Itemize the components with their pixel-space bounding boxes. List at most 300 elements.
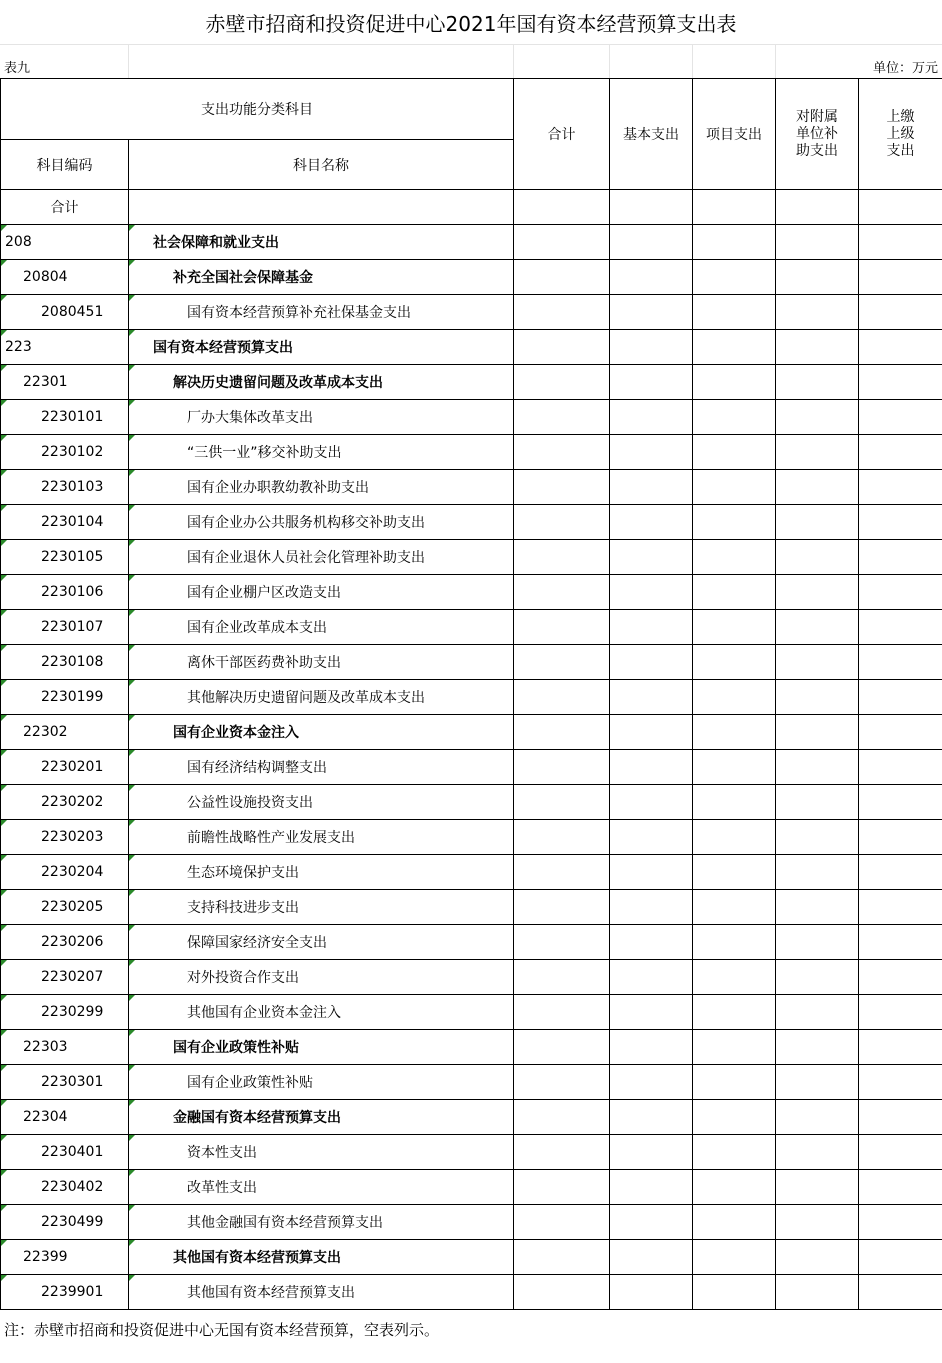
row-code-cell: [1, 960, 129, 995]
row-name: 公益性设施投资支出: [187, 795, 313, 811]
row-subsidy-cell: [776, 890, 859, 925]
row-code: 2230402: [41, 1179, 104, 1195]
row-total-cell: [514, 610, 610, 645]
header-func-class: 支出功能分类科目: [1, 79, 514, 140]
row-name: 国有资本经营预算补充社保基金支出: [187, 305, 411, 321]
row-upper-cell: [859, 225, 942, 260]
row-name-cell: [129, 960, 514, 995]
row-upper-cell: [859, 1205, 942, 1240]
row-code-cell: [1, 575, 129, 610]
row-code: 2230106: [41, 584, 104, 600]
row-project-cell: [693, 645, 776, 680]
row-code-cell: [1, 680, 129, 715]
table-row: [1, 1030, 942, 1065]
row-code: 22399: [23, 1249, 68, 1265]
row-name-cell: [129, 1100, 514, 1135]
row-code-cell: [1, 1170, 129, 1205]
row-code: 20804: [23, 269, 68, 285]
table-row: [1, 330, 942, 365]
row-total-cell: [514, 260, 610, 295]
row-basic-cell: [610, 680, 693, 715]
table-row: [1, 1275, 942, 1310]
table-row: [1, 890, 942, 925]
unit-label: 单位：万元: [872, 61, 938, 76]
row-basic-cell: [610, 785, 693, 820]
row-subsidy-cell: [776, 470, 859, 505]
row-total-cell: [514, 575, 610, 610]
row-name-cell: [129, 540, 514, 575]
row-code-cell: [1, 995, 129, 1030]
grid-line: [513, 44, 514, 78]
row-project-cell: [693, 470, 776, 505]
row-name-cell: [129, 1240, 514, 1275]
row-code: 2230101: [41, 409, 104, 425]
row-code: 22301: [23, 374, 68, 390]
row-basic-cell: [610, 890, 693, 925]
row-basic-cell: [610, 995, 693, 1030]
row-name: 国有企业办职教幼教补助支出: [187, 480, 369, 496]
row-upper-cell: [859, 645, 942, 680]
row-basic-cell: [610, 400, 693, 435]
row-name: 离休干部医药费补助支出: [187, 655, 341, 671]
row-subsidy-cell: [776, 575, 859, 610]
row-total-cell: [514, 1205, 610, 1240]
row-name-cell: [129, 820, 514, 855]
row-total-cell: [514, 295, 610, 330]
row-code: 2230205: [41, 899, 104, 915]
budget-table: [0, 78, 942, 1310]
table-row: [1, 470, 942, 505]
row-name: 资本性支出: [187, 1145, 257, 1161]
row-upper-cell: [859, 890, 942, 925]
row-code: 2230199: [41, 689, 104, 705]
row-code-cell: [1, 890, 129, 925]
row-project-cell: [693, 960, 776, 995]
row-code: 2230107: [41, 619, 104, 635]
row-project-cell: [693, 505, 776, 540]
row-name-cell: [129, 1030, 514, 1065]
row-upper-cell: [859, 1030, 942, 1065]
header-subsidy: 对附属单位补助支出: [796, 108, 838, 159]
row-total-cell: [514, 1100, 610, 1135]
row-name-cell: [129, 260, 514, 295]
row-basic-cell: [610, 960, 693, 995]
row-name: 保障国家经济安全支出: [187, 935, 327, 951]
row-total-cell: [514, 1240, 610, 1275]
row-name-cell: [129, 505, 514, 540]
row-project-cell: [693, 260, 776, 295]
row-code: 2239901: [41, 1284, 104, 1300]
row-code: 22302: [23, 724, 68, 740]
table-row: [1, 400, 942, 435]
row-name-cell: [129, 1065, 514, 1100]
row-total-cell: [514, 890, 610, 925]
row-code: 2230201: [41, 759, 104, 775]
row-name-cell: [129, 1205, 514, 1240]
row-upper-cell: [859, 505, 942, 540]
row-code-cell: [1, 260, 129, 295]
row-upper-cell: [859, 1275, 942, 1310]
row-basic-cell: [610, 1100, 693, 1135]
row-code-cell: [1, 435, 129, 470]
row-upper-cell: [859, 435, 942, 470]
row-name: 国有企业资本金注入: [173, 725, 299, 741]
row-code-cell: [1, 470, 129, 505]
row-basic-cell: [610, 610, 693, 645]
row-subsidy-cell: [776, 750, 859, 785]
row-project-cell: [693, 785, 776, 820]
row-project-cell: [693, 575, 776, 610]
row-name-cell: [129, 715, 514, 750]
row-name: 其他国有资本经营预算支出: [173, 1250, 341, 1266]
row-code: 22304: [23, 1109, 68, 1125]
row-total-cell: [514, 1065, 610, 1100]
row-subsidy-cell: [776, 1205, 859, 1240]
row-project-cell: [693, 715, 776, 750]
row-project-cell: [693, 1030, 776, 1065]
row-subsidy-cell: [776, 925, 859, 960]
row-name-cell: [129, 890, 514, 925]
row-project-cell: [693, 890, 776, 925]
row-code-cell: [1, 540, 129, 575]
total-row-project: [693, 190, 776, 225]
row-basic-cell: [610, 365, 693, 400]
row-name: 对外投资合作支出: [187, 970, 299, 986]
row-subsidy-cell: [776, 225, 859, 260]
row-subsidy-cell: [776, 1065, 859, 1100]
table-row: [1, 715, 942, 750]
row-subsidy-cell: [776, 1170, 859, 1205]
row-basic-cell: [610, 295, 693, 330]
row-project-cell: [693, 540, 776, 575]
table-row: [1, 1065, 942, 1100]
table-row: [1, 365, 942, 400]
row-basic-cell: [610, 1135, 693, 1170]
table-row: [1, 435, 942, 470]
grid-line: [0, 44, 942, 45]
row-code-cell: [1, 1240, 129, 1275]
row-total-cell: [514, 1170, 610, 1205]
row-code-cell: [1, 820, 129, 855]
footnote: 注：赤壁市招商和投资促进中心无国有资本经营预算，空表列示。: [4, 1321, 440, 1339]
row-code: 2230108: [41, 654, 104, 670]
total-row-upper: [859, 190, 942, 225]
row-upper-cell: [859, 470, 942, 505]
row-upper-cell: [859, 540, 942, 575]
row-subsidy-cell: [776, 820, 859, 855]
row-basic-cell: [610, 820, 693, 855]
page-title: 赤壁市招商和投资促进中心2021年国有资本经营预算支出表: [205, 11, 737, 36]
grid-line: [692, 44, 693, 78]
row-total-cell: [514, 435, 610, 470]
row-name-cell: [129, 750, 514, 785]
row-code-cell: [1, 365, 129, 400]
row-total-cell: [514, 1275, 610, 1310]
row-basic-cell: [610, 1065, 693, 1100]
row-code-cell: [1, 925, 129, 960]
row-project-cell: [693, 330, 776, 365]
header-code: 科目编码: [1, 140, 129, 190]
row-code-cell: [1, 295, 129, 330]
row-upper-cell: [859, 295, 942, 330]
row-name: 生态环境保护支出: [187, 865, 299, 881]
row-name: 前瞻性战略性产业发展支出: [187, 830, 355, 846]
row-upper-cell: [859, 330, 942, 365]
row-subsidy-cell: [776, 295, 859, 330]
row-code: 2230207: [41, 969, 104, 985]
row-total-cell: [514, 820, 610, 855]
row-code: 2230401: [41, 1144, 104, 1160]
row-name-cell: [129, 1170, 514, 1205]
table-row: [1, 925, 942, 960]
table-number: 表九: [4, 61, 31, 76]
row-name: 其他解决历史遗留问题及改革成本支出: [187, 690, 425, 706]
row-subsidy-cell: [776, 435, 859, 470]
row-upper-cell: [859, 1100, 942, 1135]
row-code-cell: [1, 505, 129, 540]
row-project-cell: [693, 1135, 776, 1170]
row-code: 2080451: [41, 304, 104, 320]
row-code: 2230299: [41, 1004, 104, 1020]
row-project-cell: [693, 365, 776, 400]
row-subsidy-cell: [776, 400, 859, 435]
row-project-cell: [693, 855, 776, 890]
row-subsidy-cell: [776, 855, 859, 890]
row-total-cell: [514, 925, 610, 960]
row-total-cell: [514, 225, 610, 260]
row-name-cell: [129, 925, 514, 960]
row-subsidy-cell: [776, 610, 859, 645]
row-basic-cell: [610, 645, 693, 680]
row-subsidy-cell: [776, 785, 859, 820]
row-total-cell: [514, 505, 610, 540]
row-total-cell: [514, 960, 610, 995]
row-name-cell: [129, 470, 514, 505]
row-subsidy-cell: [776, 645, 859, 680]
row-subsidy-cell: [776, 1240, 859, 1275]
row-upper-cell: [859, 365, 942, 400]
row-basic-cell: [610, 330, 693, 365]
table-row: [1, 1205, 942, 1240]
table-row: [1, 1240, 942, 1275]
row-upper-cell: [859, 1170, 942, 1205]
row-name-cell: [129, 785, 514, 820]
row-basic-cell: [610, 470, 693, 505]
row-name: 国有企业退休人员社会化管理补助支出: [187, 550, 425, 566]
row-project-cell: [693, 750, 776, 785]
row-code: 2230499: [41, 1214, 104, 1230]
row-project-cell: [693, 1240, 776, 1275]
row-total-cell: [514, 715, 610, 750]
row-project-cell: [693, 1275, 776, 1310]
row-subsidy-cell: [776, 715, 859, 750]
row-total-cell: [514, 995, 610, 1030]
row-project-cell: [693, 1170, 776, 1205]
row-code: 208: [5, 234, 32, 250]
row-project-cell: [693, 610, 776, 645]
row-total-cell: [514, 330, 610, 365]
header-upper-cell: [859, 79, 942, 190]
table-row: [1, 820, 942, 855]
table-row: [1, 610, 942, 645]
row-project-cell: [693, 295, 776, 330]
row-upper-cell: [859, 750, 942, 785]
table-row: [1, 645, 942, 680]
row-name-cell: [129, 1135, 514, 1170]
row-project-cell: [693, 820, 776, 855]
row-code-cell: [1, 1135, 129, 1170]
row-total-cell: [514, 400, 610, 435]
row-code: 2230204: [41, 864, 104, 880]
row-code: 2230301: [41, 1074, 104, 1090]
row-basic-cell: [610, 225, 693, 260]
row-basic-cell: [610, 855, 693, 890]
row-code: 22303: [23, 1039, 68, 1055]
row-name-cell: [129, 435, 514, 470]
table-row: [1, 540, 942, 575]
row-project-cell: [693, 680, 776, 715]
row-total-cell: [514, 1030, 610, 1065]
row-name-cell: [129, 610, 514, 645]
row-basic-cell: [610, 925, 693, 960]
grid-line: [609, 44, 610, 78]
row-code-cell: [1, 1205, 129, 1240]
table-row: [1, 1170, 942, 1205]
row-upper-cell: [859, 575, 942, 610]
total-row-total: [514, 190, 610, 225]
row-upper-cell: [859, 680, 942, 715]
row-name-cell: [129, 225, 514, 260]
row-upper-cell: [859, 820, 942, 855]
header-name: 科目名称: [129, 140, 514, 190]
row-name-cell: [129, 680, 514, 715]
row-name: 社会保障和就业支出: [153, 235, 279, 251]
row-project-cell: [693, 400, 776, 435]
row-name: 其他国有资本经营预算支出: [187, 1285, 355, 1301]
row-subsidy-cell: [776, 365, 859, 400]
row-name: 国有企业政策性补贴: [173, 1040, 299, 1056]
row-name: 国有资本经营预算支出: [153, 340, 293, 356]
row-code: 2230202: [41, 794, 104, 810]
row-subsidy-cell: [776, 260, 859, 295]
grid-line: [128, 44, 129, 78]
row-name-cell: [129, 855, 514, 890]
row-basic-cell: [610, 505, 693, 540]
row-code-cell: [1, 1030, 129, 1065]
row-name: 国有企业棚户区改造支出: [187, 585, 341, 601]
row-basic-cell: [610, 1205, 693, 1240]
row-code: 2230105: [41, 549, 104, 565]
row-name-cell: [129, 995, 514, 1030]
row-basic-cell: [610, 1240, 693, 1275]
grid-line: [775, 44, 776, 78]
row-subsidy-cell: [776, 960, 859, 995]
total-row-name: [129, 190, 514, 225]
row-code: 2230206: [41, 934, 104, 950]
row-upper-cell: [859, 995, 942, 1030]
row-code-cell: [1, 715, 129, 750]
row-name: 国有企业改革成本支出: [187, 620, 327, 636]
row-total-cell: [514, 1135, 610, 1170]
row-upper-cell: [859, 1240, 942, 1275]
row-name-cell: [129, 645, 514, 680]
row-upper-cell: [859, 1135, 942, 1170]
row-basic-cell: [610, 750, 693, 785]
row-name-cell: [129, 1275, 514, 1310]
row-name: 国有企业政策性补贴: [187, 1075, 313, 1091]
row-subsidy-cell: [776, 1030, 859, 1065]
row-total-cell: [514, 365, 610, 400]
row-code: 223: [5, 339, 32, 355]
table-row: [1, 225, 942, 260]
row-project-cell: [693, 225, 776, 260]
row-project-cell: [693, 435, 776, 470]
row-project-cell: [693, 995, 776, 1030]
table-row: [1, 785, 942, 820]
row-basic-cell: [610, 1030, 693, 1065]
row-total-cell: [514, 540, 610, 575]
row-basic-cell: [610, 715, 693, 750]
row-upper-cell: [859, 785, 942, 820]
header-subsidy-cell: [776, 79, 859, 190]
table-row: [1, 505, 942, 540]
row-name: 解决历史遗留问题及改革成本支出: [173, 375, 383, 391]
row-total-cell: [514, 785, 610, 820]
row-subsidy-cell: [776, 1275, 859, 1310]
row-name: 其他国有企业资本金注入: [187, 1005, 341, 1021]
row-total-cell: [514, 645, 610, 680]
header-upper: 上缴上级支出: [886, 108, 915, 159]
header-total: 合计: [514, 79, 610, 190]
row-subsidy-cell: [776, 680, 859, 715]
table-row: [1, 960, 942, 995]
row-total-cell: [514, 855, 610, 890]
row-code-cell: [1, 1065, 129, 1100]
row-subsidy-cell: [776, 330, 859, 365]
row-name-cell: [129, 575, 514, 610]
row-code: 2230102: [41, 444, 104, 460]
row-upper-cell: [859, 925, 942, 960]
row-basic-cell: [610, 435, 693, 470]
table-row: [1, 295, 942, 330]
row-name: 厂办大集体改革支出: [187, 410, 313, 426]
row-code: 2230104: [41, 514, 104, 530]
row-upper-cell: [859, 260, 942, 295]
row-code-cell: [1, 1100, 129, 1135]
row-upper-cell: [859, 855, 942, 890]
header-project: 项目支出: [693, 79, 776, 190]
row-upper-cell: [859, 715, 942, 750]
row-upper-cell: [859, 1065, 942, 1100]
row-subsidy-cell: [776, 1100, 859, 1135]
row-code-cell: [1, 785, 129, 820]
row-subsidy-cell: [776, 1135, 859, 1170]
row-basic-cell: [610, 575, 693, 610]
row-name: 国有经济结构调整支出: [187, 760, 327, 776]
row-total-cell: [514, 470, 610, 505]
row-name: 支持科技进步支出: [187, 900, 299, 916]
row-code-cell: [1, 750, 129, 785]
row-project-cell: [693, 1205, 776, 1240]
row-basic-cell: [610, 260, 693, 295]
total-row-label: 合计: [1, 190, 129, 225]
row-name: 金融国有资本经营预算支出: [173, 1110, 341, 1126]
row-name-cell: [129, 295, 514, 330]
row-code-cell: [1, 855, 129, 890]
row-code: 2230203: [41, 829, 104, 845]
row-upper-cell: [859, 400, 942, 435]
row-total-cell: [514, 750, 610, 785]
